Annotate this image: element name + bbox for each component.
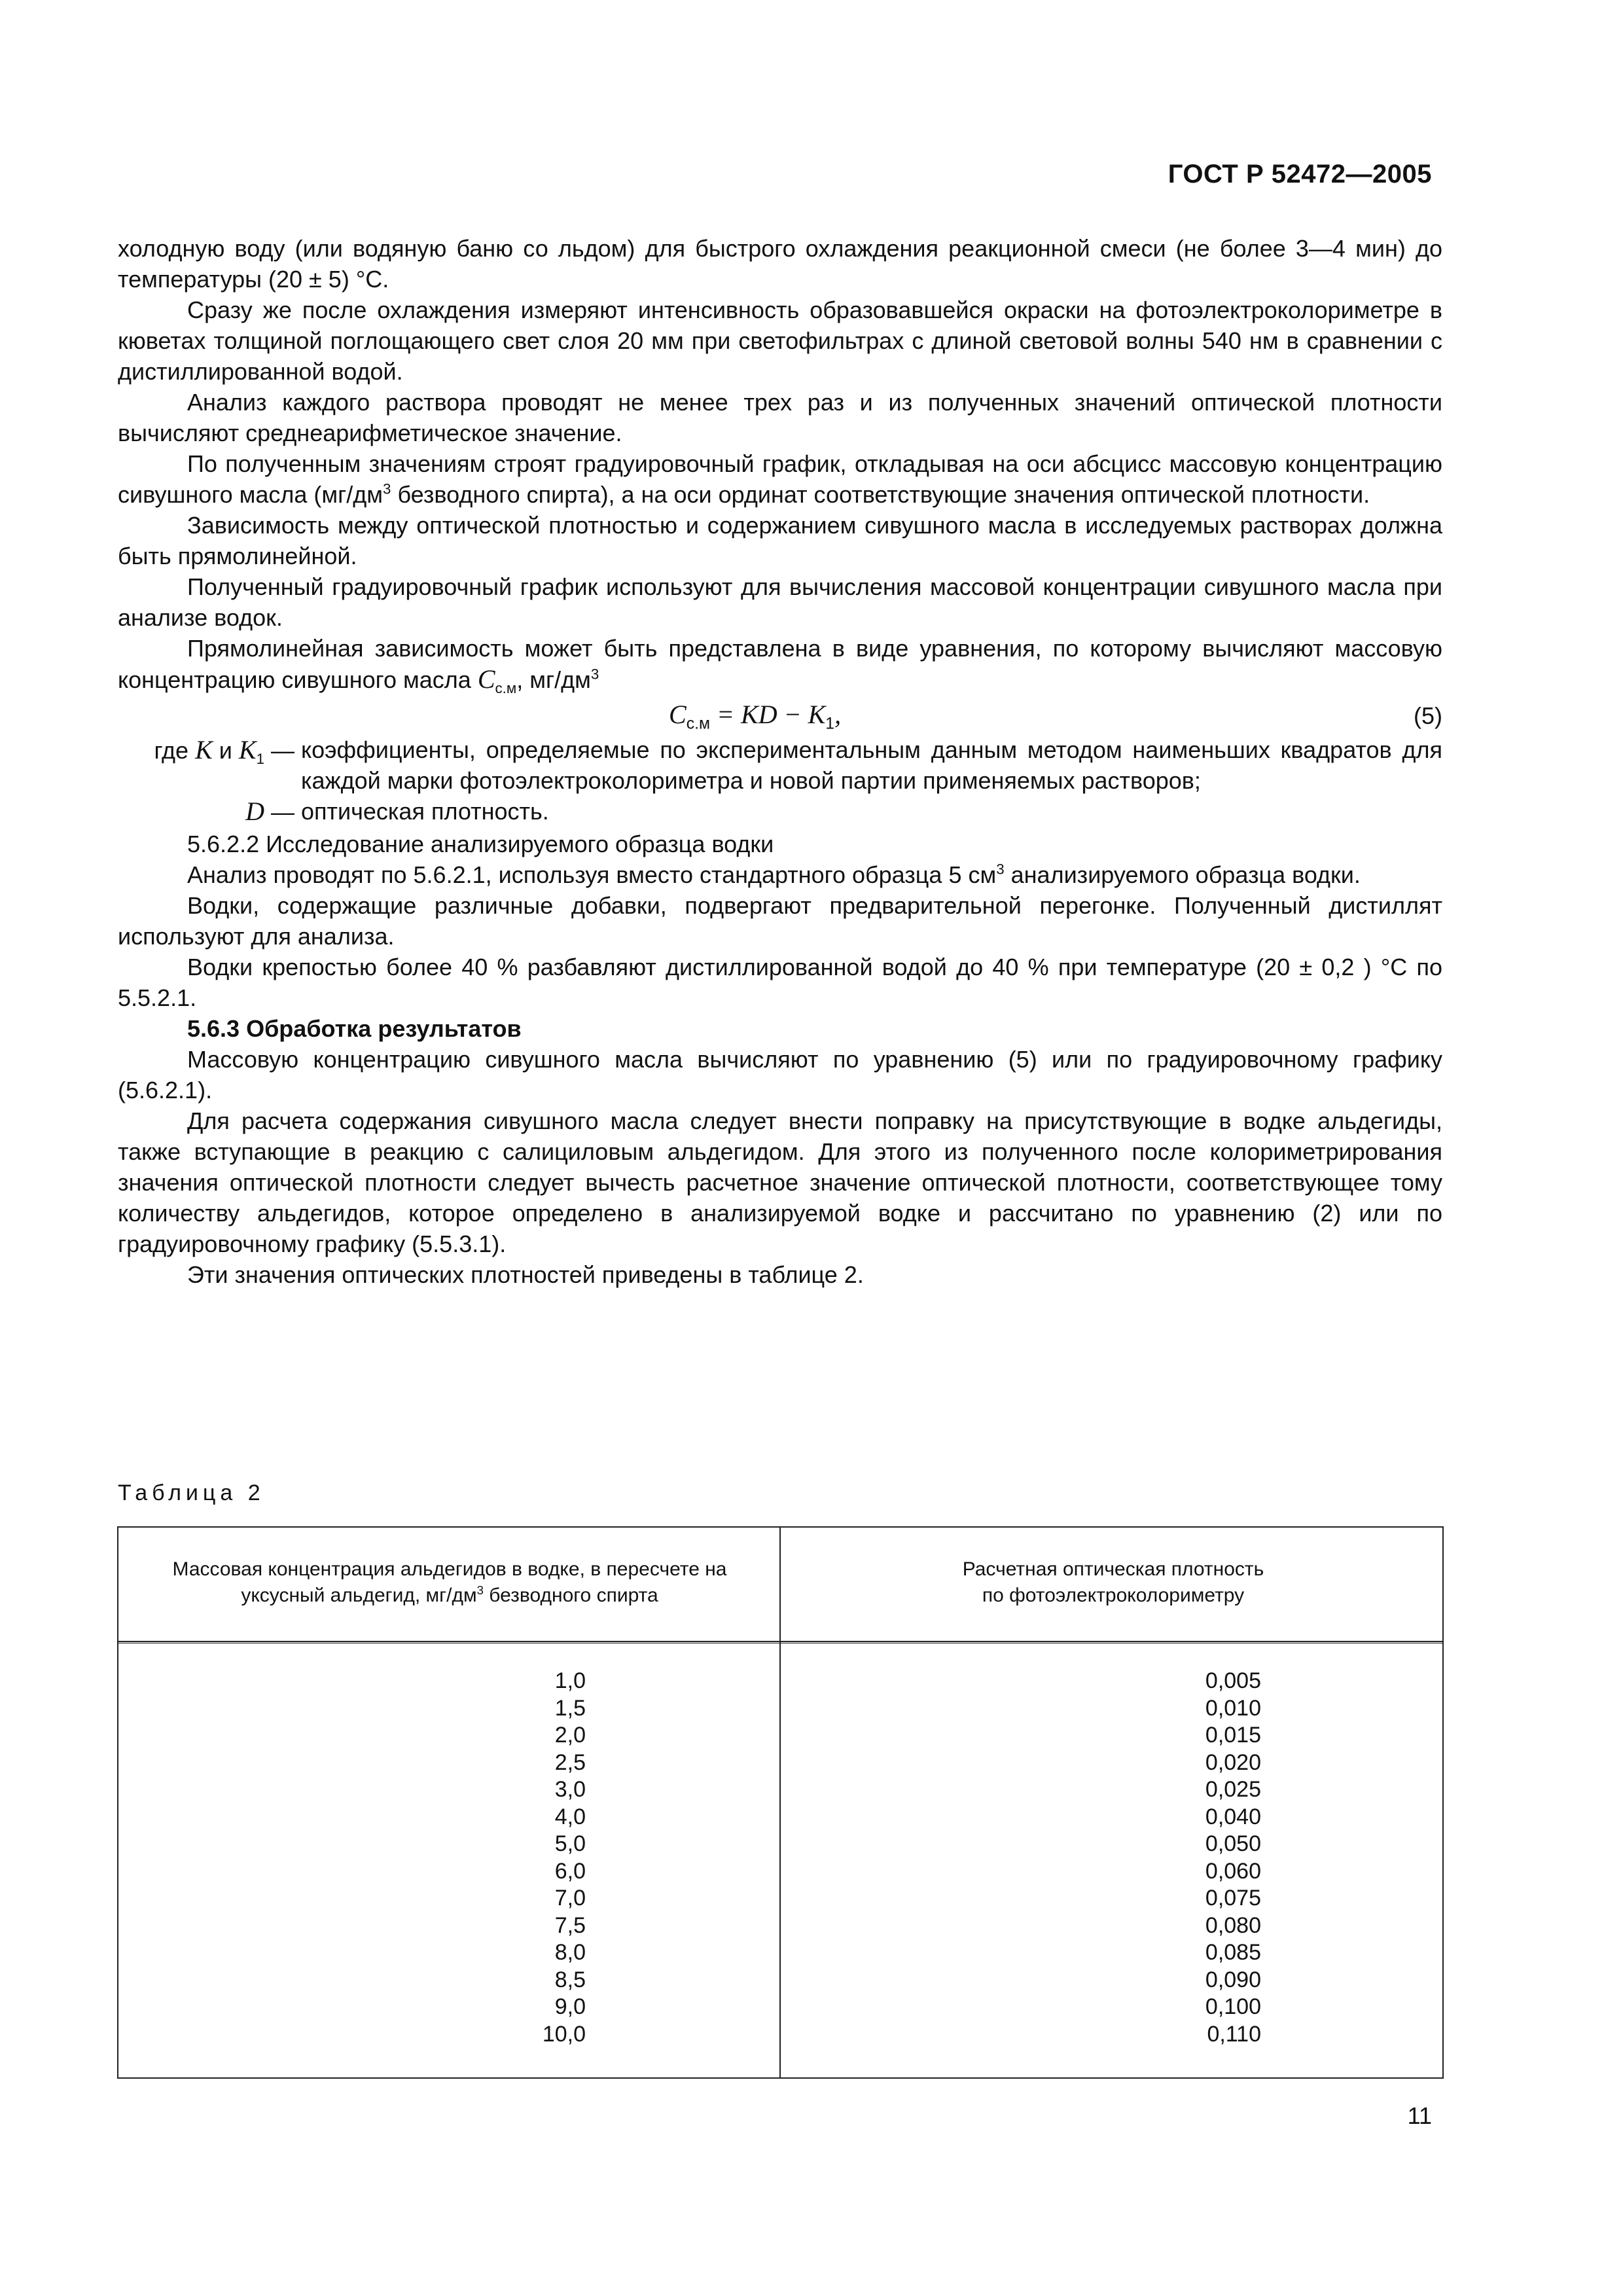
document-body [118,233,1442,1290]
math-variable: D [245,797,264,826]
data-table [117,1526,1444,2079]
subsection-heading: 5.6.2.2 Исследование анализируемого образца водки [187,831,774,857]
table-header-divider [118,1641,1442,1643]
formula-rhs: = KD − K [710,700,826,729]
table-cell-density: 0,085 [1205,1940,1261,1965]
paragraph [118,633,1442,695]
table-cell-concentration: 7,0 [554,1886,586,1910]
text-run: где [154,737,196,764]
paragraph: Сразу же после охлаждения измеряют интенсивность образовавшейся окраски на фотоэлектроколориметре в кюветах толщиной поглощающего свет слоя 20 мм при светофильтрах с длиной световой волны 540 нм в сравнении с дистиллированной водой. [118,296,1442,385]
document-header-id: ГОСТ Р 52472—2005 [1168,160,1432,188]
paragraph: Зависимость между оптической плотностью и содержанием сивушного масла в исследуемых растворах должна быть прямолинейной. [118,512,1442,569]
definition-term [118,734,294,796]
text-run: и [212,737,239,764]
table-cell-concentration: 6,0 [554,1858,586,1884]
formula-expression [669,699,842,733]
superscript: 3 [590,666,599,683]
superscript: 3 [996,861,1005,878]
page-number: 11 [1407,2102,1432,2129]
definition-row [118,734,1442,796]
definition-text: коэффициенты, определяемые по экспериментальным данным методом наименьших квадратов для каждой марки фотоэлектроколориметра и новой партии применяемых растворов; [301,736,1442,794]
header-line: Расчетная оптическая плотность [962,1558,1264,1580]
paragraph: Полученный градуировочный график используют для вычисления массовой концентрации сивушного масла при анализе водок. [118,573,1442,631]
table-cell-density: 0,025 [1205,1777,1261,1802]
text-run: анализируемого образца водки. [1004,861,1361,888]
paragraph: Водки, содержащие различные добавки, подвергают предварительной перегонке. Полученный дистиллят используют для анализа. [118,892,1442,950]
table-cell-density: 0,020 [1205,1749,1261,1775]
text-run: безводного спирта), а на оси ординат соответствующие значения оптической плотности. [391,481,1370,508]
table-cell-density: 0,080 [1205,1912,1261,1938]
math-variable: C [477,664,495,694]
formula-lhs-subscript: с.м [686,715,711,733]
table-header-optical-density [793,1556,1434,1609]
subscript: с.м [495,679,517,696]
table-cell-concentration: 8,0 [554,1940,586,1965]
table-cell-density: 0,040 [1205,1804,1261,1829]
formula-tail: , [834,700,842,729]
formula-lhs: C [669,700,687,729]
table-caption: Таблица 2 [118,1480,265,1505]
text-run: безводного спирта [483,1585,658,1606]
paragraph: Водки крепостью более 40 % разбавляют дистиллированной водой до 40 % при температуре (20 ± 0,2 ) °С по 5.5.2.1. [118,954,1442,1011]
text-run: Массовая концентрация альдегидов в водке, в пересчете на уксусный альдегид, мг/дм [172,1558,727,1606]
math-variable: K [238,735,257,764]
table-cell-concentration: 5,0 [554,1831,586,1856]
formula-rhs-subscript: 1 [825,715,835,733]
paragraph: Для расчета содержания сивушного масла следует внести поправку на присутствующие в водке альдегиды, также вступающие в реакцию с салициловым альдегидом. Для этого из полученного после колориметрирования значения оптической плотности следует вычесть расчетное значение оптической плотности, соответствующее тому количеству альдегидов, которое определено в анализируемой водке и рассчитано по уравнению (2) или по градуировочному графику (5.5.3.1). [118,1107,1442,1257]
paragraph: Эти значения оптических плотностей приведены в таблице 2. [187,1261,864,1288]
table-cell-density: 0,110 [1207,2021,1261,2047]
table-cell-concentration: 9,0 [554,1994,586,2019]
paragraph: Массовую концентрацию сивушного масла вычисляют по уравнению (5) или по градуировочному графику (5.6.2.1). [118,1046,1442,1103]
superscript: 3 [383,480,391,497]
table-cell-concentration: 3,0 [554,1777,586,1802]
table-cell-concentration: 1,0 [554,1668,586,1693]
section-heading: 5.6.3 Обработка результатов [187,1015,522,1042]
formula-number: (5) [1414,702,1442,729]
table-cell-concentration: 1,5 [554,1695,586,1721]
table-cell-concentration: 10,0 [542,2021,586,2047]
table-header-aldehyde-concentration [132,1556,768,1609]
table-cell-density: 0,005 [1205,1668,1261,1693]
definition-dash: — [264,737,294,764]
paragraph [118,448,1442,510]
text-run: , мг/дм [516,666,591,693]
table-cell-density: 0,015 [1205,1723,1261,1748]
table-cell-concentration: 7,5 [554,1912,586,1938]
definition-row [118,796,1442,827]
table-cell-concentration: 4,0 [554,1804,586,1829]
subscript: 1 [256,750,264,767]
definition-text: оптическая плотность. [301,798,549,825]
table-cell-density: 0,075 [1205,1886,1261,1910]
text-run: Прямолинейная зависимость может быть представлена в виде уравнения, по которому вычисляют массовую концентрацию сивушного масла [118,635,1442,693]
formula-block [118,696,1442,734]
table-column-concentration [472,1668,586,2048]
math-variable: K [195,735,213,764]
superscript: 3 [476,1583,484,1597]
table-cell-concentration: 8,5 [554,1967,586,1992]
paragraph: холодную воду (или водяную баню со льдом) для быстрого охлаждения реакционной смеси (не более 3—4 мин) до температуры (20 ± 5) °С. [118,235,1442,293]
table-cell-density: 0,050 [1205,1831,1261,1856]
table-cell-density: 0,090 [1205,1967,1261,1992]
paragraph: Анализ каждого раствора проводят не менее трех раз и из полученных значений оптической плотности вычисляют среднеарифметическое значение. [118,389,1442,446]
definition-term [118,796,294,827]
table-cell-density: 0,100 [1205,1994,1261,2019]
table-cell-density: 0,060 [1205,1858,1261,1884]
table-column-divider [779,1528,781,2077]
table-cell-density: 0,010 [1205,1695,1261,1721]
table-cell-concentration: 2,0 [554,1723,586,1748]
paragraph [118,859,1442,890]
text-run: Анализ проводят по 5.6.2.1, используя вместо стандартного образца 5 см [187,861,997,888]
table-cell-concentration: 2,5 [554,1749,586,1775]
text-run: По полученным значениям строят градуировочный график, откладывая на оси абсцисс массовую концентрацию сивушного масла (мг/дм [118,450,1442,508]
header-line: по фотоэлектроколориметру [982,1585,1245,1606]
table-column-density [1142,1668,1261,2048]
definition-dash: — [264,798,294,825]
